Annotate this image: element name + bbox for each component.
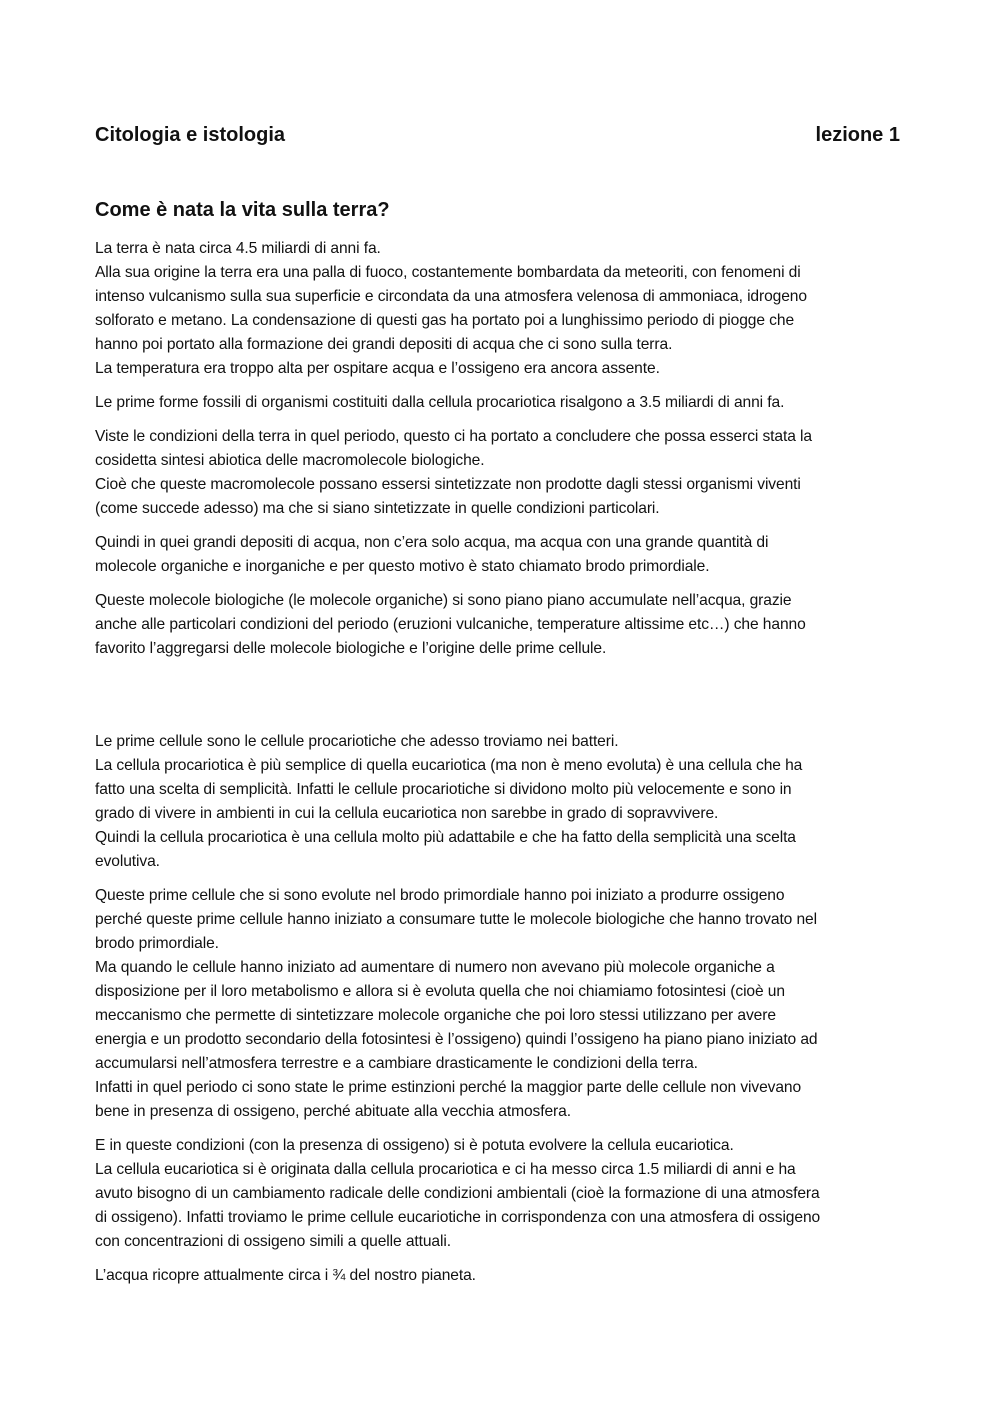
- paragraph: [95, 1134, 905, 1254]
- paragraph: [95, 589, 905, 661]
- text-line: molecole organiche e inorganiche e per questo motivo è stato chiamato brodo primordiale.: [95, 558, 710, 575]
- text-line: di ossigeno). Infatti troviamo le prime cellule eucariotiche in corrispondenza con una atmosfera di ossigeno: [95, 1209, 821, 1226]
- text-line: L’acqua ricopre attualmente circa i ¾ del nostro pianeta.: [95, 1267, 476, 1284]
- text-line: solforato e metano. La condensazione di questi gas ha portato poi a lunghissimo periodo di piogge che: [95, 312, 795, 329]
- text-line: avuto bisogno di un cambiamento radicale delle condizioni ambientali (cioè la formazione di una atmosfera: [95, 1185, 820, 1202]
- text-line: Quindi la cellula procariotica è una cellula molto più adattabile e che ha fatto della semplicità una scelta: [95, 829, 796, 846]
- text-line: Queste molecole biologiche (le molecole organiche) si sono piano piano accumulate nell’acqua, grazie: [95, 592, 792, 609]
- text-line: meccanismo che permette di sintetizzare molecole organiche che poi loro stessi utilizzano per avere: [95, 1007, 776, 1024]
- text-line: Queste prime cellule che si sono evolute nel brodo primordiale hanno poi iniziato a produrre ossigeno: [95, 887, 785, 904]
- text-line: Alla sua origine la terra era una palla di fuoco, costantemente bombardata da meteoriti, con fenomeni di: [95, 264, 801, 281]
- text-line: anche alle particolari condizioni del periodo (eruzioni vulcaniche, temperature altissime etc…) che hanno: [95, 616, 806, 633]
- text-line: La temperatura era troppo alta per ospitare acqua e l’ossigeno era ancora assente.: [95, 360, 660, 377]
- text-line: Quindi in quei grandi depositi di acqua, non c’era solo acqua, ma acqua con una grande quantità di: [95, 534, 769, 551]
- text-line: grado di vivere in ambienti in cui la cellula eucariotica non sarebbe in grado di sopravvivere.: [95, 805, 719, 822]
- paragraph: [95, 425, 905, 521]
- text-line: (come succede adesso) ma che si siano sintetizzate in quelle condizioni particolari.: [95, 500, 660, 517]
- text-block-origins: [95, 237, 905, 671]
- text-line: Cioè che queste macromolecole possano essersi sintetizzate non prodotte dagli stessi organismi viventi: [95, 476, 801, 493]
- text-line: evolutiva.: [95, 853, 160, 870]
- text-line: fatto una scelta di semplicità. Infatti le cellule procariotiche si dividono molto più velocemente e sono in: [95, 781, 792, 798]
- text-block-cells: [95, 730, 905, 1298]
- paragraph: [95, 884, 905, 1124]
- text-line: Le prime cellule sono le cellule procariotiche che adesso troviamo nei batteri.: [95, 733, 619, 750]
- text-line: bene in presenza di ossigeno, perché abituate alla vecchia atmosfera.: [95, 1103, 571, 1120]
- course-title: Citologia e istologia: [95, 124, 286, 146]
- lesson-label: lezione 1: [815, 124, 900, 146]
- paragraph: [95, 531, 905, 579]
- text-line: perché queste prime cellule hanno iniziato a consumare tutte le molecole biologiche che hanno trovato nel: [95, 911, 817, 928]
- paragraph: [95, 730, 905, 874]
- paragraph: [95, 1264, 905, 1288]
- text-line: favorito l’aggregarsi delle molecole biologiche e l’origine delle prime cellule.: [95, 640, 607, 657]
- text-line: accumularsi nell’atmosfera terrestre e a cambiare drasticamente le condizioni della terra.: [95, 1055, 698, 1072]
- page-header: [95, 121, 900, 149]
- text-line: cosidetta sintesi abiotica delle macromolecole biologiche.: [95, 452, 485, 469]
- text-line: intenso vulcanismo sulla sua superficie e circondata da una atmosfera velenosa di ammoniaca, idrogeno: [95, 288, 807, 305]
- text-line: La cellula procariotica è più semplice di quella eucariotica (ma non è meno evoluta) è una cellula che ha: [95, 757, 803, 774]
- text-line: Infatti in quel periodo ci sono state le prime estinzioni perché la maggior parte delle cellule non vivevano: [95, 1079, 802, 1096]
- text-line: Ma quando le cellule hanno iniziato ad aumentare di numero non avevano più molecole organiche a: [95, 959, 775, 976]
- paragraph: [95, 237, 905, 381]
- text-line: con concentrazioni di ossigeno simili a quelle attuali.: [95, 1233, 451, 1250]
- text-line: E in queste condizioni (con la presenza di ossigeno) si è potuta evolvere la cellula eucariotica.: [95, 1137, 734, 1154]
- paragraph: [95, 391, 905, 415]
- text-line: Viste le condizioni della terra in quel periodo, questo ci ha portato a concludere che possa esserci stata la: [95, 428, 812, 445]
- text-line: La cellula eucariotica si è originata dalla cellula procariotica e ci ha messo circa 1.5 miliardi di anni e ha: [95, 1161, 796, 1178]
- text-line: energia e un prodotto secondario della fotosintesi è l’ossigeno) quindi l’ossigeno ha piano piano iniziato ad: [95, 1031, 818, 1048]
- text-line: La terra è nata circa 4.5 miliardi di anni fa.: [95, 240, 381, 257]
- text-line: brodo primordiale.: [95, 935, 219, 952]
- text-line: Le prime forme fossili di organismi costituiti dalla cellula procariotica risalgono a 3.5 miliardi di anni fa.: [95, 394, 785, 411]
- section-title: Come è nata la vita sulla terra?: [95, 199, 390, 221]
- text-line: disposizione per il loro metabolismo e allora si è evoluta quella che noi chiamiamo fotosintesi (cioè un: [95, 983, 785, 1000]
- text-line: hanno poi portato alla formazione dei grandi depositi di acqua che ci sono sulla terra.: [95, 336, 673, 353]
